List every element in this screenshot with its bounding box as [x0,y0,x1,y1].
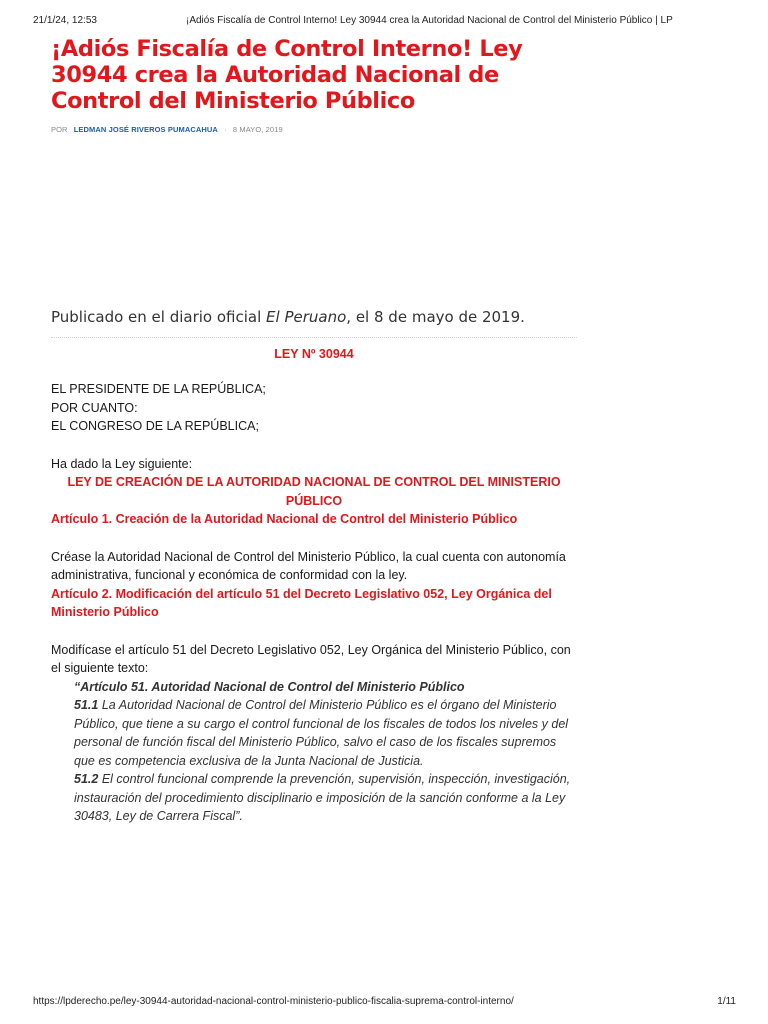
quote-heading-text: “Artículo 51. Autoridad Nacional de Control del Ministerio Público [74,679,465,694]
article-1-text: Créase la Autoridad Nacional de Control del Ministerio Público, la cual cuenta con autonomía administrativa, funcional y económica de conformidad con la ley. [51,549,566,582]
divider [51,337,577,338]
preamble-line: EL CONGRESO DE LA REPÚBLICA; [51,419,259,433]
byline-prefix: POR [51,125,68,134]
published-before: Publicado en el diario oficial [51,308,267,326]
quote-51-2-text: El control funcional comprende la prevención, supervisión, inspección, investigación, instauración del procedimiento disciplinario e imposición de la sanción conforme a la Ley 30483, Ley de Carrera Fiscal”. [74,772,571,823]
newspaper-name: El Peruano [266,308,347,326]
byline [51,125,577,134]
preamble-line: POR CUANTO: [51,400,138,415]
published-note [51,307,577,327]
article-2-text: Modifícase el artículo 51 del Decreto Legislativo 052, Ley Orgánica del Ministerio Público, con el siguiente texto: [51,642,571,675]
article-2-heading: Artículo 2. Modificación del artículo 51 del Decreto Legislativo 052, Ley Orgánica del Ministerio Público [51,586,552,619]
quote-51-2-number: 51.2 [74,772,99,786]
author-link[interactable]: LEDMAN JOSÉ RIVEROS PUMACAHUA [73,125,218,134]
quote-51-1-number: 51.1 [74,698,99,712]
preamble-line: EL PRESIDENTE DE LA REPÚBLICA; [51,382,266,396]
page-number: 1/11 [717,996,736,1007]
law-title: LEY DE CREACIÓN DE LA AUTORIDAD NACIONAL DE CONTROL DEL MINISTERIO PÚBLICO [67,475,561,508]
print-url[interactable]: https://lpderecho.pe/ley-30944-autoridad-nacional-control-ministerio-publico-fiscalia-suprema-control-interno/ [33,996,514,1007]
byline-separator: · [224,125,227,134]
print-datetime: 21/1/24, 12:53 [33,15,97,26]
article-1-heading: Artículo 1. Creación de la Autoridad Nacional de Control del Ministerio Público [51,512,518,526]
quote-51-1 [51,696,577,770]
article [51,36,577,826]
print-page-title: ¡Adiós Fiscalía de Control Interno! Ley 30944 crea la Autoridad Nacional de Control del Ministerio Público | LP [186,15,673,26]
publish-date: 8 MAYO, 2019 [232,125,283,134]
quote-heading [51,678,577,697]
article-title: ¡Adiós Fiscalía de Control Interno! Ley 30944 crea la Autoridad Nacional de Control del Ministerio Público [51,36,523,114]
law-number: LEY Nº 30944 [274,347,354,361]
published-after: , el 8 de mayo de 2019. [346,308,525,326]
given-line: Ha dado la Ley siguiente: [51,456,193,471]
ad-placeholder [51,134,577,307]
quote-51-2 [51,770,577,826]
quote-51-1-text: La Autoridad Nacional de Control del Ministerio Público es el órgano del Ministerio Público, que tiene a su cargo el control funcional de los fiscales de todos los niveles y del personal de función fiscal del Ministerio Público, salvo el caso de los fiscales supremos que es competencia exclusiva de la Junta Nacional de Justicia. [74,698,569,768]
preamble [51,380,577,436]
